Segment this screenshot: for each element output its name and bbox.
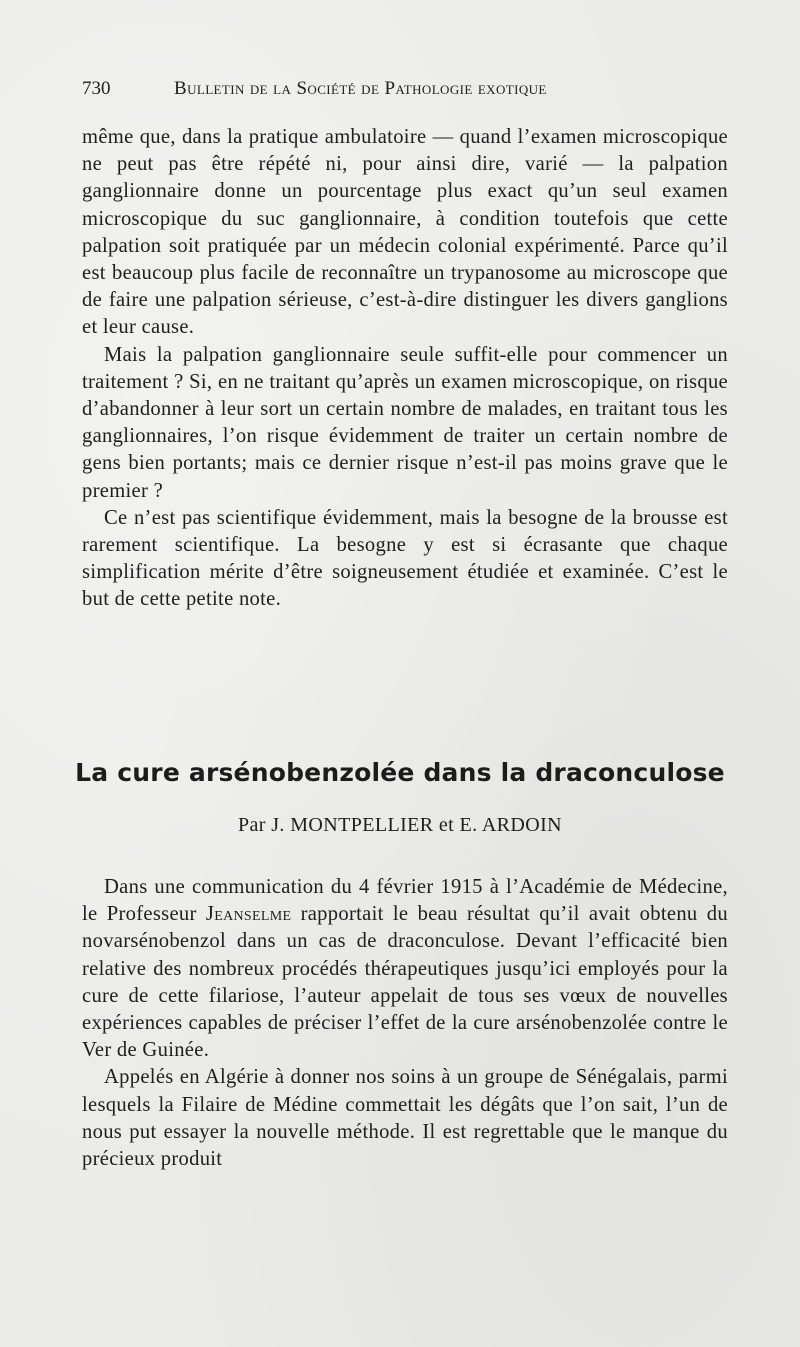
paragraph: même que, dans la pratique ambulatoire — quand l’examen microscopique ne peut pas être répété ni, pour ainsi dire, varié — la palpation ganglionnaire donne un pourcentage plus exact qu’un seul examen microscopique du suc ganglionnaire, à condition toutefois que cette palpation soit pratiquée par un médecin colonial expérimenté. Parce qu’il est beaucoup plus facile de reconnaître un trypanosome au microscope que de faire une palpation sérieuse, c’est-à-dire distinguer les divers ganglions et leur cause.: [82, 126, 728, 339]
paragraph-text: rapportait le beau résultat qu’il avait obtenu du novarsénobenzol dans un cas de draconculose. Devant l’efficacité bien relative des nombreux procédés thérapeutiques jusqu’ici employés pour la cure de cette filariose, l’auteur appelait de tous ses vœux de nouvelles expériences capables de préciser l’effet de la cure arsénobenzolée contre le Ver de Guinée.: [82, 903, 728, 1062]
paragraph: Ce n’est pas scientifique évidemment, mais la besogne de la brousse est rarement scientifique. La besogne y est si écrasante que chaque simplification mérite d’être soigneusement étudiée et examinée. C’est le but de cette petite note.: [82, 506, 728, 611]
article-body: [82, 874, 728, 1173]
paragraph: Mais la palpation ganglionnaire seule suffit-elle pour commencer un traitement ? Si, en ne traitant qu’après un examen microscopique, on risque d’abandonner à leur sort un certain nombre de malades, en traitant tous les ganglionnaires, l’on risque évidemment de traiter un certain nombre de gens bien portants; mais ce dernier risque n’est-il pas moins grave que le premier ?: [82, 343, 728, 502]
running-title: Bulletin de la Société de Pathologie exotique: [174, 78, 547, 99]
running-header: [82, 78, 730, 108]
paragraph: [82, 874, 728, 1064]
paragraph: Appelés en Algérie à donner nos soins à un groupe de Sénégalais, parmi lesquels la Filaire de Médine commettait les dégâts que l’on sait, l’un de nous put essayer la nouvelle méthode. Il est regrettable que le manque du précieux produit: [82, 1066, 728, 1171]
article-title: La cure arsénobenzolée dans la draconculose: [75, 758, 725, 787]
continued-article-text: [82, 124, 728, 614]
article-byline: Par J. MONTPELLIER et E. ARDOIN: [237, 814, 563, 836]
page-number: 730: [82, 78, 111, 99]
cited-author-name: Jeanselme: [205, 903, 292, 926]
paragraph-text: Dans une communication du 4 février 1915 à l’Académie de Médecine, le Professeur: [82, 876, 728, 926]
